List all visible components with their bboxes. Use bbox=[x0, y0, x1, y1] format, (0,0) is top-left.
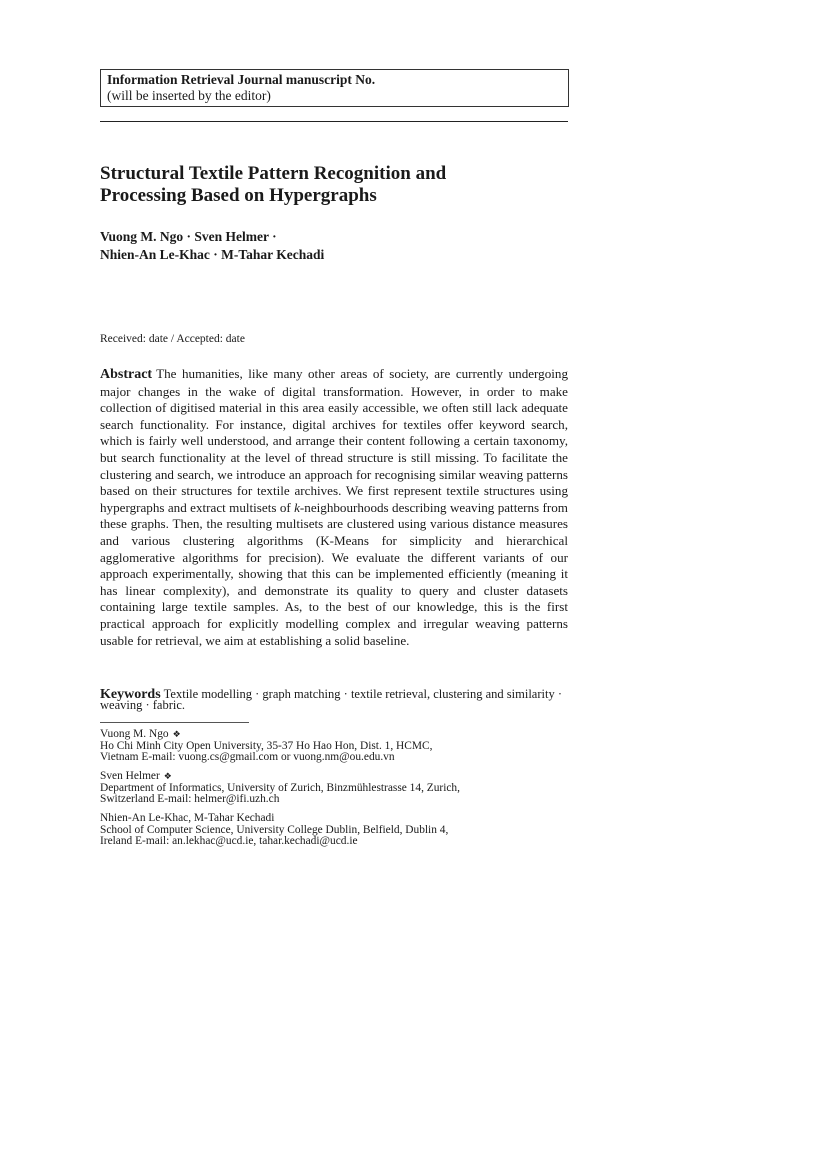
journal-header-box bbox=[100, 69, 569, 107]
affiliation-block bbox=[100, 729, 570, 764]
affiliation-email-line: Switzerland E-mail: helmer@ifi.uzh.ch bbox=[100, 793, 280, 806]
affiliation-address-line: Department of Informatics, University of Zurich, Binzmühlestrasse 14, Zurich, bbox=[100, 781, 460, 794]
footnote-rule bbox=[100, 722, 249, 723]
abstract-paragraph bbox=[100, 366, 568, 649]
affiliation-name: Nhien-An Le-Khac, M-Tahar Kechadi bbox=[100, 812, 275, 824]
affiliation-email-line: Vietnam E-mail: vuong.cs@gmail.com or vuong.nm@ou.edu.vn bbox=[100, 751, 395, 764]
affiliation-name: Sven Helmer ❖ bbox=[100, 770, 172, 782]
title-line-1: Structural Textile Pattern Recognition and bbox=[100, 163, 447, 184]
author-list bbox=[100, 228, 570, 264]
envelope-icon: ❖ bbox=[172, 729, 181, 739]
authors-line-1: Vuong M. Ngo · Sven Helmer · bbox=[100, 229, 277, 244]
keywords-label: Keywords bbox=[100, 687, 161, 702]
affiliation-address-line: School of Computer Science, University College Dublin, Belfield, Dublin 4, bbox=[100, 823, 449, 836]
header-rule bbox=[100, 121, 568, 122]
authors-line-2: Nhien-An Le-Khac · M-Tahar Kechadi bbox=[100, 247, 325, 262]
affiliation-block bbox=[100, 813, 570, 848]
affiliation-block bbox=[100, 771, 570, 806]
envelope-icon: ❖ bbox=[163, 771, 172, 781]
affiliation-name: Vuong M. Ngo ❖ bbox=[100, 728, 181, 740]
affiliation-email-line: Ireland E-mail: an.lekhac@ucd.ie, tahar.kechadi@ucd.ie bbox=[100, 835, 358, 848]
editor-note-line: (will be inserted by the editor) bbox=[107, 88, 271, 103]
received-accepted-dates: Received: date / Accepted: date bbox=[100, 333, 245, 345]
title-line-2: Processing Based on Hypergraphs bbox=[100, 185, 377, 206]
abstract-label: Abstract bbox=[100, 367, 153, 382]
journal-manuscript-line: Information Retrieval Journal manuscript No. bbox=[107, 72, 376, 87]
paper-title bbox=[100, 163, 570, 207]
keywords-text: Textile modelling · graph matching · textile retrieval, clustering and similarity · weaving · fabric. bbox=[100, 687, 562, 712]
abstract-text-part-1: The humanities, like many other areas of society, are currently undergoing major changes in the wake of digital transformation. However, in order to make collection of digitised material in this area easily accessible, we often still lack adequate search functionality. For instance, digital archives for textiles offer keyword search, which is fairly well understood, and arrange their content following a certain taxonomy, but search functionality at the level of thread structure is still missing. To facilitate the clustering and search, we introduce an approach for recognising similar weaving patterns based on their structures for textile archives. We first represent textile structures using hypergraphs and extract multisets of bbox=[100, 366, 568, 515]
abstract-k-variable: k bbox=[294, 499, 300, 515]
abstract-text-part-2: -neighbourhoods describing weaving patterns from these graphs. Then, the resulting multisets are clustered using various distance measures and various clustering algorithms (K-Means for simplicity and hierarchical agglomerative algorithms for precision). We evaluate the different variants of our approach experimentally, showing that this can be implemented efficiently (meaning it has linear complexity), and demonstrate its quality to query and cluster datasets containing large textile samples. As, to the best of our knowledge, this is the first practical approach for explicitly modelling complex and irregular weaving patterns usable for retrieval, we aim at establishing a solid baseline. bbox=[100, 499, 568, 648]
keywords-paragraph bbox=[100, 689, 570, 711]
affiliation-address-line: Ho Chi Minh City Open University, 35-37 Ho Hao Hon, Dist. 1, HCMC, bbox=[100, 739, 433, 752]
